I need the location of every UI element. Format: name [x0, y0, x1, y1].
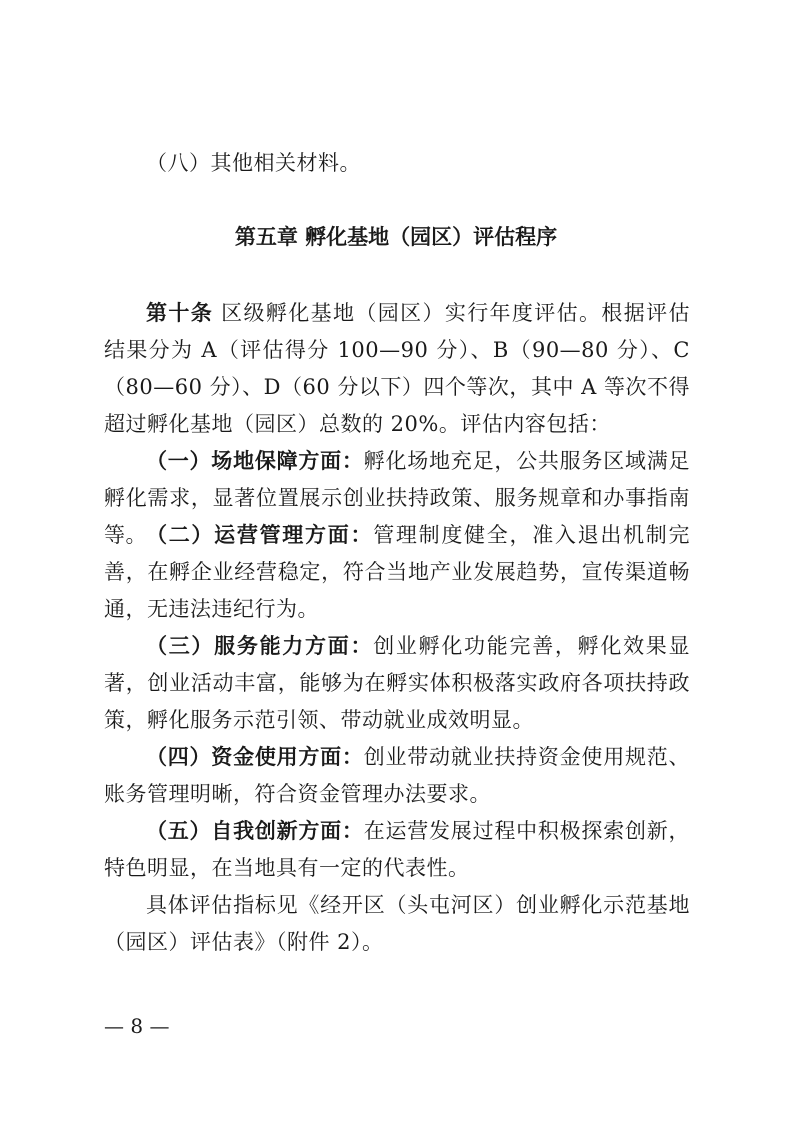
chapter-title: 第五章 孵化基地（园区）评估程序: [234, 225, 558, 249]
item-2-label: （二）运营管理方面：: [146, 523, 374, 547]
item-5-text: 在运营发展过程中积极探索创新，特色明显，在当地具有一定的代表性。: [104, 819, 691, 880]
item-1-label: （一）场地保障方面：: [146, 449, 364, 473]
item-2-text: 管理制度健全，准入退出机制完善，在孵企业经营稳定，符合当地产业发展趋势，宣传渠道畅通，无违法违纪行为。: [104, 523, 691, 621]
article-10-label: 第十条: [146, 301, 214, 325]
item-4-text: 创业带动就业扶持资金使用规范、账务管理明晰，符合资金管理办法要求。: [104, 745, 691, 806]
page-number: — 8 —: [104, 1014, 170, 1038]
closing-paragraph: 具体评估指标见《经开区（头屯河区）创业孵化示范基地（园区）评估表》（附件 2）。: [104, 893, 690, 954]
item-5-paragraph: [104, 813, 690, 887]
article-10-paragraph: [104, 295, 690, 443]
item-3-paragraph: [104, 628, 690, 739]
item-4-label: （四）资金使用方面：: [146, 745, 364, 769]
item-3-text: 创业孵化功能完善，孵化效果显著，创业活动丰富，能够为在孵实体积极落实政府各项扶持政策，孵化服务示范引领、带动就业成效明显。: [104, 634, 691, 732]
prev-list-item: （八）其他相关材料。: [146, 151, 361, 175]
item-3-label: （三）服务能力方面：: [146, 634, 374, 658]
item-2-paragraph: [104, 517, 690, 628]
item-4-paragraph: [104, 739, 690, 813]
item-1-text: 孵化场地充足，公共服务区域满足孵化需求，显著位置展示创业扶持政策、服务规章和办事指南等。: [104, 449, 691, 547]
article-10-text: 区级孵化基地（园区）实行年度评估。根据评估结果分为 A（评估得分 100—90 分）、B（90—80 分）、C（80—60 分）、D（60 分以下）四个等次，其中 A 等次不得超过孵化基地（园区）总数的 20%。评估内容包括：: [104, 301, 690, 436]
item-5-label: （五）自我创新方面：: [146, 819, 364, 843]
